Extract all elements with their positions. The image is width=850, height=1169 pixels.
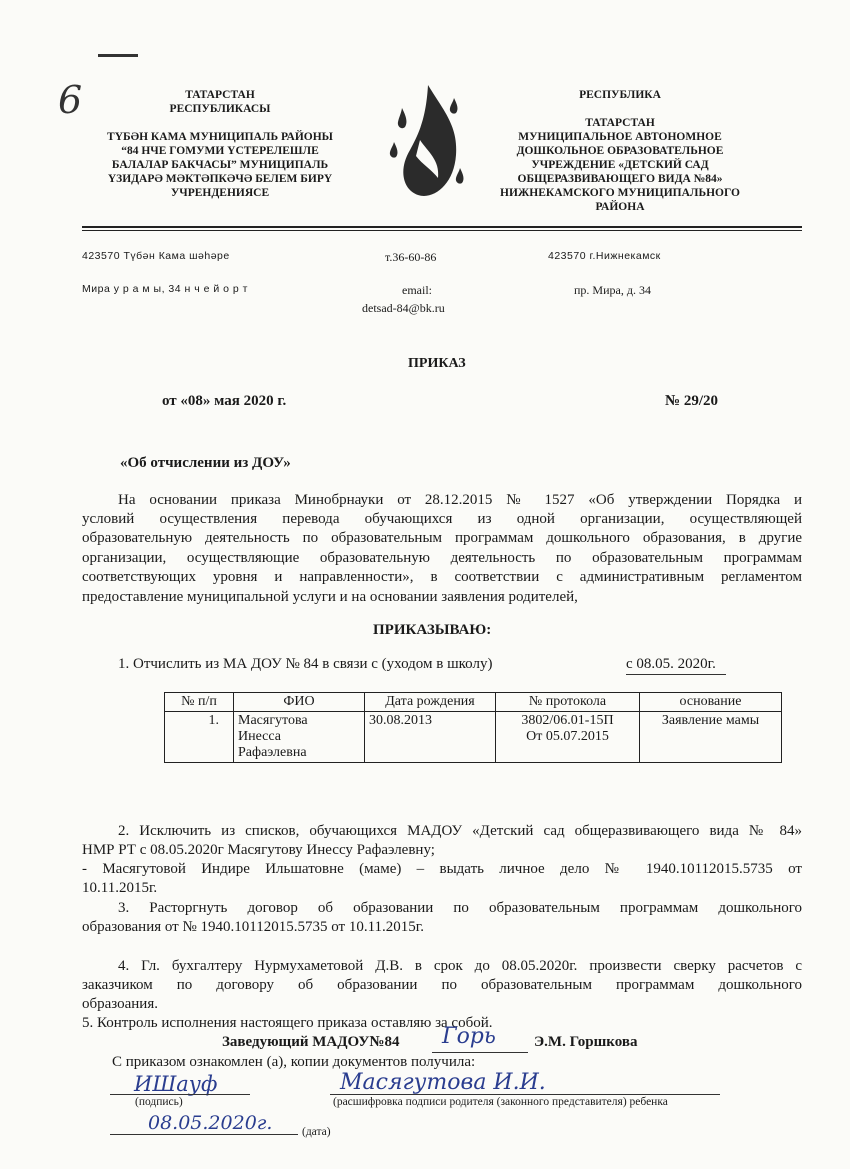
corner-mark: 6 — [58, 78, 83, 122]
ack-signature: ИШауф — [134, 1072, 218, 1096]
table-header-row — [165, 693, 782, 712]
header-divider-thin — [82, 230, 802, 231]
cell-num: 1. — [165, 712, 234, 763]
fio-line: Рафаэлевна — [238, 745, 307, 760]
table-row — [165, 712, 782, 763]
item-4-line: 4. Гл. бухгалтеру Нурмухаметовой Д.В. в срок до 08.05.2020г. произвести сверку расчетов с — [118, 958, 802, 974]
item-4-line: образоания. — [82, 996, 158, 1012]
item-3-line: 3. Расторгнуть договор об образовании по образовательным программам дошкольного — [118, 900, 802, 916]
header-left-line: ТАТАРСТАН — [185, 89, 255, 101]
preamble-line: образовательную деятельность по образовательным программам дошкольного образования, в другие — [82, 530, 802, 546]
header-right — [495, 88, 745, 214]
email[interactable]: detsad-84@bk.ru — [362, 301, 445, 315]
director-signature: Горь — [442, 1024, 496, 1049]
cell-birth: 30.08.2013 — [365, 712, 496, 763]
item-4-line: заказчиком по договору об образовании по образовательным программам дошкольного — [82, 977, 802, 993]
header-left-line: “84 НЧЕ ГОМУМИ ҮСТЕРЕЛЕШЛЕ — [121, 145, 319, 157]
phone: т.36-60-86 — [385, 250, 437, 264]
right-street: пр. Мира, д. 34 — [574, 283, 651, 297]
column-header: № протокола — [496, 693, 640, 712]
item-5: 5. Контроль исполнения настоящего приказа оставляю за собой. — [82, 1015, 493, 1031]
item-1-date: с 08.05. 2020г. — [626, 656, 716, 672]
header-right-line: РАЙОНА — [595, 201, 645, 213]
column-header: ФИО — [234, 693, 365, 712]
ack-date-caption: (дата) — [302, 1126, 331, 1138]
order-title: ПРИКАЗ — [408, 356, 466, 371]
right-address: 423570 г.Нижнекамск — [548, 250, 661, 262]
preamble-line: условий осуществления перевода обучающихся из одной организации, осуществляющей — [82, 511, 802, 527]
header-left-line: БАЛАЛАР БАКЧАСЫ” МУНИЦИПАЛЬ — [111, 159, 329, 171]
header-left-line: ҮЗИДАРӘ МӘКТӘПКӘЧӘ БЕЛЕМ БИРҮ — [107, 173, 333, 185]
preamble-line: На основании приказа Минобрнауки от 28.12.2015 № 1527 «Об утверждении Порядка и — [118, 492, 802, 508]
item-2-line: 10.11.2015г. — [82, 880, 158, 896]
preamble-line: организации, осуществляющие образовательную деятельность по образовательным программам — [82, 550, 802, 566]
item-2-line: 2. Исключить из списков, обучающихся МАДОУ «Детский сад общеразвивающего вида № 84» — [118, 823, 802, 839]
header-right-line: РЕСПУБЛИКА — [579, 89, 661, 101]
header-right-line: МУНИЦИПАЛЬНОЕ АВТОНОМНОЕ — [518, 131, 722, 143]
header-left-line: РЕСПУБЛИКАСЫ — [169, 103, 271, 115]
organization-logo — [388, 80, 468, 210]
cell-fio — [234, 712, 365, 763]
ack-date: 08.05.2020г. — [148, 1112, 273, 1134]
protocol-line: 3802/06.01-15П — [521, 713, 614, 728]
cell-protocol — [496, 712, 640, 763]
fio-line: Инесса — [238, 729, 281, 744]
column-header: основание — [640, 693, 782, 712]
left-street: Мира у р а м ы, 34 н ч е й о р т — [82, 283, 248, 295]
ack-name: Масягутова И.И. — [340, 1070, 546, 1095]
ack-date-line — [110, 1134, 298, 1135]
header-right-line: ТАТАРСТАН — [585, 117, 655, 129]
header-right-line: УЧРЕЖДЕНИЕ «ДЕТСКИЙ САД — [531, 159, 709, 171]
order-date: от «08» мая 2020 г. — [162, 393, 287, 409]
header-left-line: УЧРЕНДЕНИЯСЕ — [170, 187, 270, 199]
item-2-line: НМР РТ с 08.05.2020г Масягутову Инессу Рафаэлевну; — [82, 842, 435, 858]
header-right-line: НИЖНЕКАМСКОГО МУНИЦИПАЛЬНОГО — [500, 187, 740, 199]
order-number: № 29/20 — [665, 393, 718, 409]
protocol-line: От 05.07.2015 — [526, 729, 609, 744]
ack-signature-caption: (подпись) — [135, 1096, 183, 1108]
left-address: 423570 Түбән Кама шәһәре — [82, 250, 230, 262]
header-right-line: ОБЩЕРАЗВИВАЮЩЕГО ВИДА №84» — [517, 173, 723, 185]
item-2-line: - Масягутовой Индире Ильшатовне (маме) – выдать личное дело № 1940.10112015.5735 от — [82, 861, 802, 877]
header-right-line: ДОШКОЛЬНОЕ ОБРАЗОВАТЕЛЬНОЕ — [516, 145, 724, 157]
signature-name: Э.М. Горшкова — [534, 1034, 638, 1050]
header-left — [95, 88, 345, 200]
header-left-line: ТҮБӘН КАМА МУНИЦИПАЛЬ РАЙОНЫ — [107, 131, 333, 143]
signature-position: Заведующий МАДОУ№84 — [222, 1034, 400, 1050]
students-table — [164, 692, 782, 763]
item-1: 1. Отчислить из МА ДОУ № 84 в связи с (уходом в школу) — [118, 656, 493, 672]
preamble-line: соответствующих уровня и направленности», в соответствии с административным регламентом — [82, 569, 802, 585]
order-word: ПРИКАЗЫВАЮ: — [373, 622, 492, 638]
fio-line: Масягутова — [238, 713, 308, 728]
corner-dash — [98, 54, 138, 57]
email-label: email: — [402, 283, 432, 297]
column-header: № п/п — [165, 693, 234, 712]
item-1-date-underline — [626, 674, 726, 675]
ack-name-line — [330, 1094, 720, 1095]
preamble-line: предоставление муниципальной услуги и на основании заявления родителей, — [82, 589, 578, 605]
order-subject: «Об отчислении из ДОУ» — [120, 455, 291, 471]
header-divider — [82, 226, 802, 228]
cell-basis: Заявление мамы — [640, 712, 782, 763]
ack-text: С приказом ознакомлен (а), копии документов получила: — [112, 1054, 476, 1070]
ack-signature-line — [110, 1094, 250, 1095]
ack-name-caption: (расшифровка подписи родителя (законного представителя) ребенка — [333, 1096, 668, 1108]
item-3-line: образования от № 1940.10112015.5735 от 10.11.2015г. — [82, 919, 424, 935]
column-header: Дата рождения — [365, 693, 496, 712]
